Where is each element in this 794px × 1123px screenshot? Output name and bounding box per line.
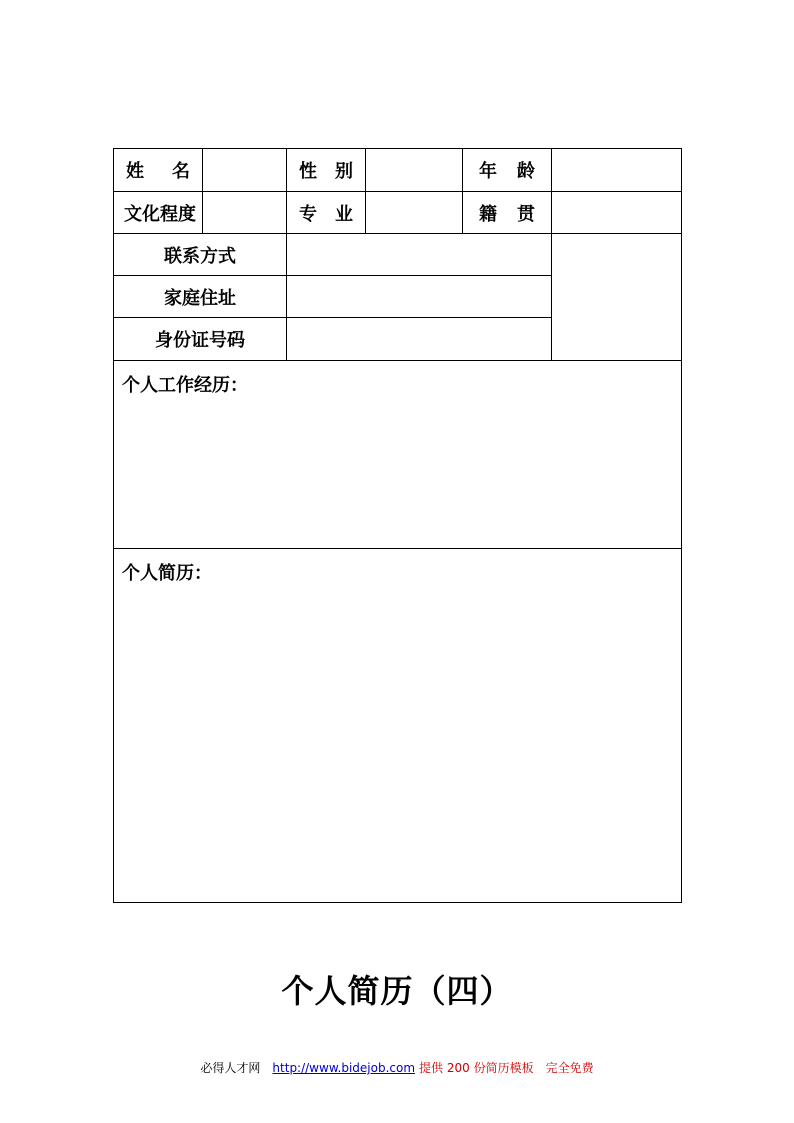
footer-site-name: 必得人才网 <box>200 1061 261 1075</box>
native-label <box>463 192 552 234</box>
id-number-value-cell[interactable] <box>287 318 552 361</box>
gender-label-char-2: 别 <box>335 161 353 182</box>
address-label: 家庭住址 <box>114 276 287 318</box>
contact-value-cell[interactable] <box>287 234 552 276</box>
native-value-cell[interactable] <box>552 192 682 234</box>
name-value-cell[interactable] <box>203 149 287 192</box>
footer-free-note: 完全免费 <box>545 1061 594 1075</box>
resume-section[interactable] <box>114 549 682 903</box>
footer-note: 提供 200 份简历模板 <box>419 1061 534 1075</box>
native-label-char-2: 贯 <box>517 203 535 225</box>
gender-label-char-1: 性 <box>299 161 317 182</box>
age-label-char-1: 年 <box>479 161 497 182</box>
footer-url-link[interactable]: http://www.bidejob.com <box>272 1061 416 1075</box>
address-value-cell[interactable] <box>287 276 552 318</box>
education-label: 文化程度 <box>114 192 203 234</box>
major-label <box>287 192 366 234</box>
age-label <box>463 149 552 192</box>
footer <box>0 1059 794 1076</box>
resume-form <box>113 148 682 903</box>
page-title: 个人简历（四） <box>281 972 513 1010</box>
age-label-char-2: 龄 <box>517 161 535 182</box>
work-experience-section[interactable] <box>114 361 682 549</box>
name-label-char-2: 名 <box>172 161 190 182</box>
major-label-char-1: 专 <box>299 203 317 225</box>
resume-label: 个人简历： <box>122 563 212 584</box>
name-label <box>114 149 203 192</box>
major-label-char-2: 业 <box>335 203 353 225</box>
id-number-label: 身份证号码 <box>114 318 287 361</box>
gender-label <box>287 149 366 192</box>
major-value-cell[interactable] <box>366 192 463 234</box>
education-value-cell[interactable] <box>203 192 287 234</box>
contact-label: 联系方式 <box>114 234 287 276</box>
gender-value-cell[interactable] <box>366 149 463 192</box>
work-experience-label: 个人工作经历： <box>122 375 248 396</box>
native-label-char-1: 籍 <box>479 203 497 225</box>
age-value-cell[interactable] <box>552 149 682 192</box>
photo-cell[interactable] <box>552 234 682 361</box>
name-label-char-1: 姓 <box>126 161 144 182</box>
